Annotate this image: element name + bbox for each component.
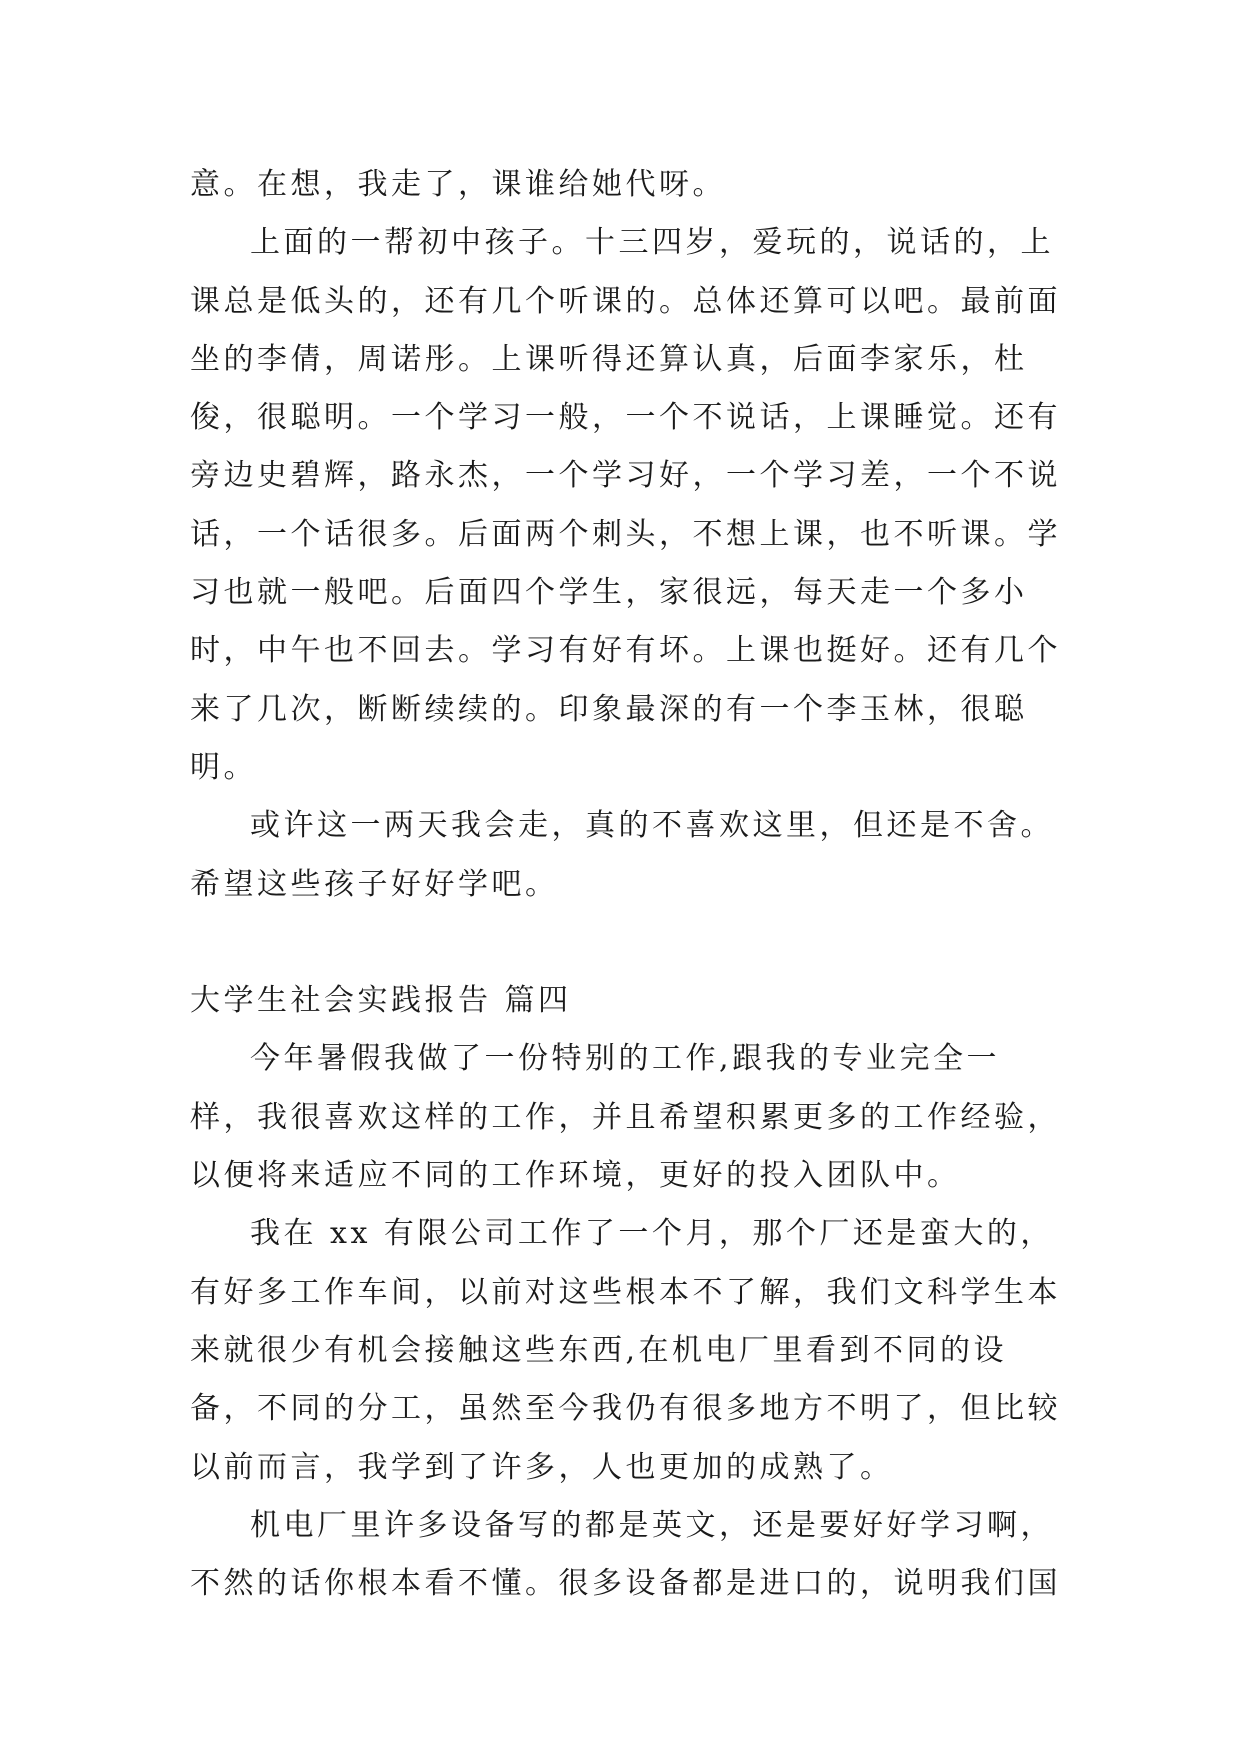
paragraph-continuation: 意。在想，我走了，课谁给她代呀。	[190, 167, 726, 202]
paragraph-farewell: 或许这一两天我会走，真的不喜欢这里，但还是不舍。希望这些孩子好好学吧。	[190, 808, 1054, 902]
paragraph-company: 我在 xx 有限公司工作了一个月，那个厂还是蛮大的，有好多工作车间，以前对这些根本不了解，我们文科学生本来就很少有机会接触这些东西,在机电厂里看到不同的设备，不同的分工，虽然至今我仍有很多地方不明了，但比较以前而言，我学到了许多，人也更加的成熟了。	[190, 1216, 1061, 1485]
paragraph-summer-job: 今年暑假我做了一份特别的工作,跟我的专业完全一样，我很喜欢这样的工作，并且希望积累更多的工作经验，以便将来适应不同的工作环境，更好的投入团队中。	[190, 1041, 1061, 1194]
section-gap	[190, 914, 1065, 972]
document-body	[190, 156, 1065, 1613]
paragraph-students: 上面的一帮初中孩子。十三四岁，爱玩的，说话的，上课总是低头的，还有几个听课的。总体还算可以吧。最前面坐的李倩，周诺彤。上课听得还算认真，后面李家乐，杜俊，很聪明。一个学习一般，一个不说话，上课睡觉。还有旁边史碧辉，路永杰，一个学习好，一个学习差，一个不说话，一个话很多。后面两个刺头，不想上课，也不听课。学习也就一般吧。后面四个学生，家很远，每天走一个多小时，中午也不回去。学习有好有坏。上课也挺好。还有几个来了几次，断断续续的。印象最深的有一个李玉林，很聪明。	[190, 225, 1061, 785]
section-heading: 大学生社会实践报告 篇四	[190, 983, 572, 1019]
paragraph-equipment: 机电厂里许多设备写的都是英文，还是要好好学习啊，不然的话你根本看不懂。很多设备都是进口的，说明我们国	[190, 1507, 1061, 1602]
